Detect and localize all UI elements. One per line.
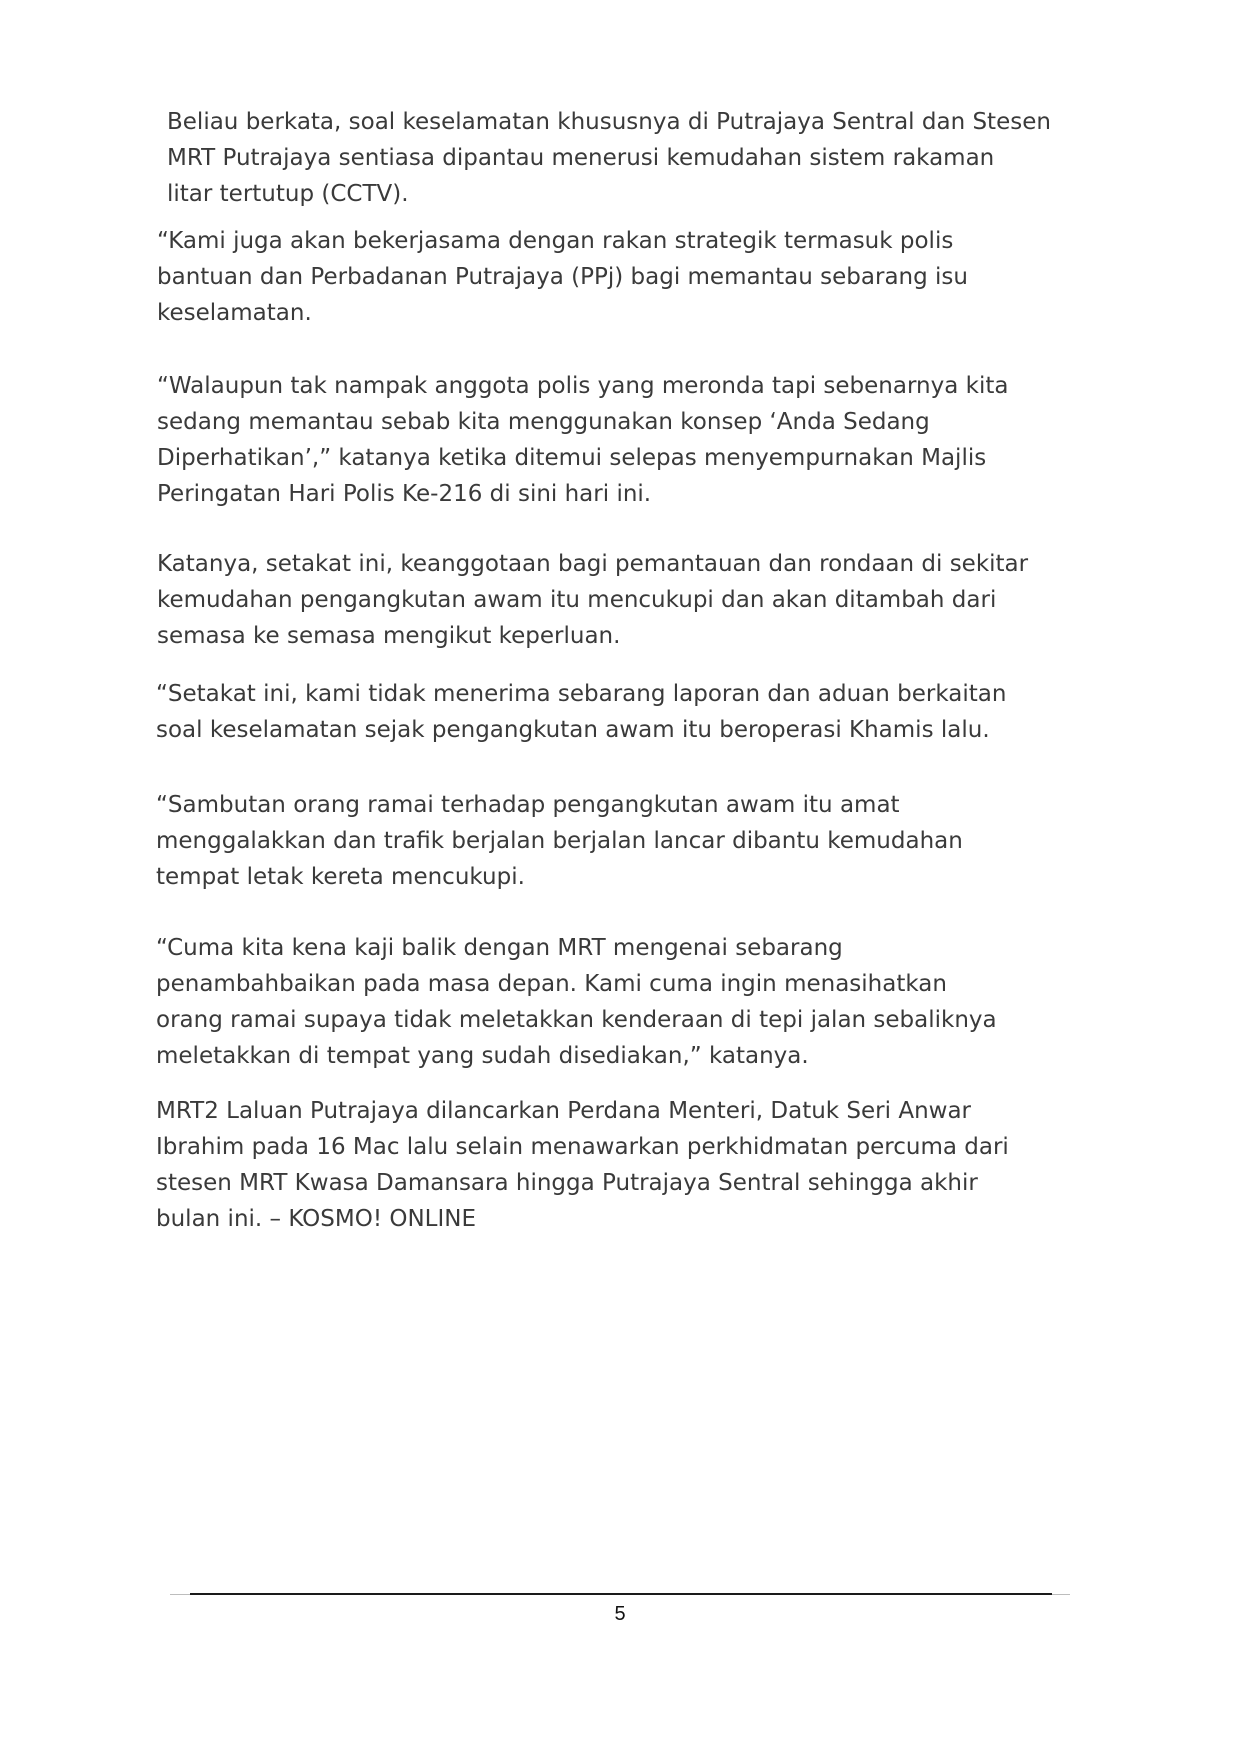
paragraph-line: litar tertutup (CCTV). [167, 181, 409, 207]
paragraph-line: sedang memantau sebab kita menggunakan konsep ‘Anda Sedang [157, 409, 930, 435]
paragraph-line: “Kami juga akan bekerjasama dengan rakan strategik termasuk polis [157, 228, 954, 254]
paragraph-line: MRT Putrajaya sentiasa dipantau menerusi kemudahan sistem rakaman [167, 145, 995, 171]
paragraph-line: Ibrahim pada 16 Mac lalu selain menawarkan perkhidmatan percuma dari [156, 1134, 1009, 1160]
paragraph-line: keselamatan. [157, 300, 312, 326]
paragraph-6 [156, 787, 1076, 895]
paragraph-line: Diperhatikan’,” katanya ketika ditemui selepas menyempurnakan Majlis [157, 445, 987, 471]
paragraph-line: MRT2 Laluan Putrajaya dilancarkan Perdana Menteri, Datuk Seri Anwar [156, 1098, 972, 1124]
paragraph-line: stesen MRT Kwasa Damansara hingga Putrajaya Sentral sehingga akhir [156, 1170, 978, 1196]
paragraph-line: “Setakat ini, kami tidak menerima sebarang laporan dan aduan berkaitan [156, 681, 1007, 707]
paragraph-line: bulan ini. – KOSMO! ONLINE [156, 1206, 476, 1232]
paragraph-line: Beliau berkata, soal keselamatan khususnya di Putrajaya Sentral dan Stesen [167, 109, 1051, 135]
paragraph-4 [157, 546, 1077, 654]
paragraph-line: meletakkan di tempat yang sudah disediakan,” katanya. [156, 1043, 809, 1069]
paragraph-3 [157, 368, 1077, 512]
paragraph-7 [156, 930, 1076, 1074]
paragraph-line: semasa ke semasa mengikut keperluan. [157, 623, 621, 649]
paragraph-line: menggalakkan dan trafik berjalan berjalan lancar dibantu kemudahan [156, 828, 963, 854]
page-number: 5 [614, 1603, 626, 1625]
paragraph-8 [156, 1093, 1076, 1237]
paragraph-line: penambahbaikan pada masa depan. Kami cuma ingin menasihatkan [156, 971, 947, 997]
paragraph-line: “Walaupun tak nampak anggota polis yang meronda tapi sebenarnya kita [157, 373, 1009, 399]
paragraph-line: bantuan dan Perbadanan Putrajaya (PPj) bagi memantau sebarang isu [157, 264, 968, 290]
paragraph-line: kemudahan pengangkutan awam itu mencukupi dan akan ditambah dari [157, 587, 997, 613]
paragraph-5 [156, 676, 1076, 748]
paragraph-line: Peringatan Hari Polis Ke-216 di sini hari ini. [157, 481, 652, 507]
paragraph-line: Katanya, setakat ini, keanggotaan bagi pemantauan dan rondaan di sekitar [157, 551, 1029, 577]
paragraph-2 [157, 223, 1077, 331]
paragraph-line: “Cuma kita kena kaji balik dengan MRT mengenai sebarang [156, 935, 843, 961]
paragraph-line: soal keselamatan sejak pengangkutan awam itu beroperasi Khamis lalu. [156, 717, 990, 743]
footer-divider [190, 1593, 1052, 1595]
paragraph-line: “Sambutan orang ramai terhadap pengangkutan awam itu amat [156, 792, 900, 818]
paragraph-1 [167, 104, 1087, 212]
paragraph-line: tempat letak kereta mencukupi. [156, 864, 525, 890]
paragraph-line: orang ramai supaya tidak meletakkan kenderaan di tepi jalan sebaliknya [156, 1007, 997, 1033]
